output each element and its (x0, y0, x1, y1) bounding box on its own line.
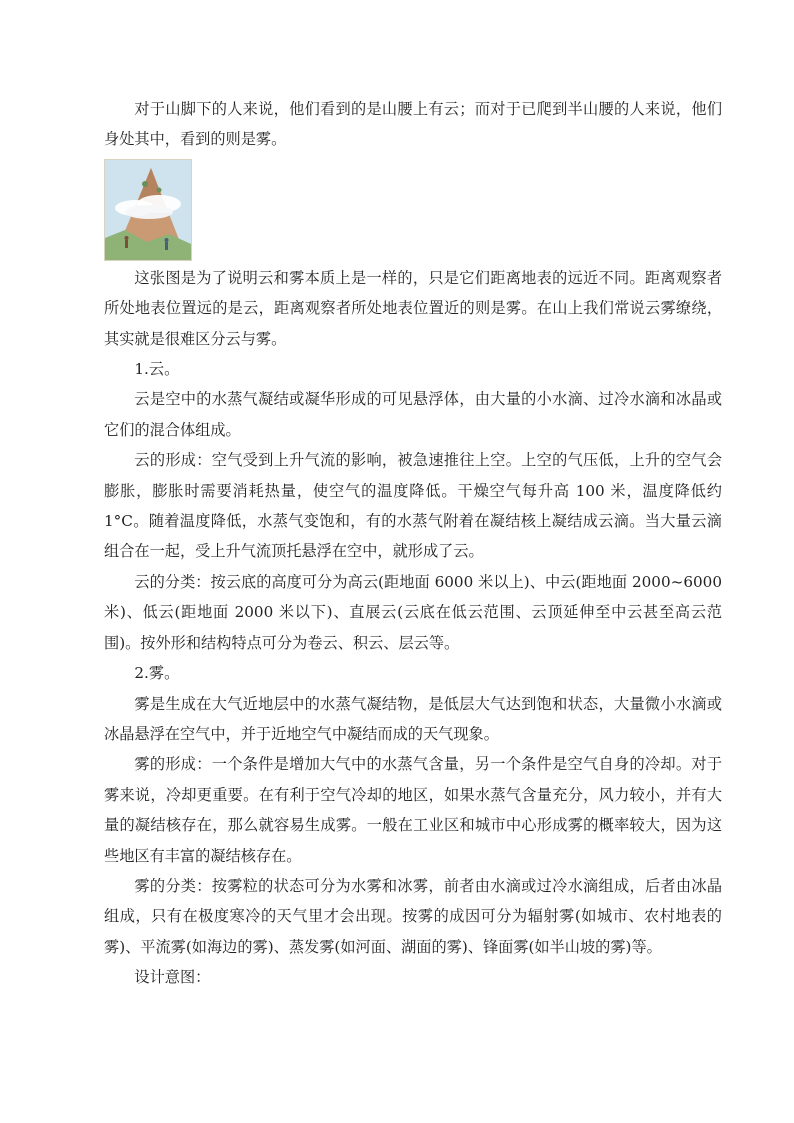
paragraph-fog-definition: 雾是生成在大气近地层中的水蒸气凝结物，是低层大气达到饱和状态，大量微小水滴或冰晶悬浮在空气中，并于近地空气中凝结而成的天气现象。 (104, 694, 722, 743)
paragraph-illustration-explanation: 这张图是为了说明云和雾本质上是一样的，只是它们距离地表的远近不同。距离观察者所处地表位置远的是云，距离观察者所处地表位置近的则是雾。在山上我们常说云雾缭绕，其实就是很难区分云与雾。 (104, 268, 722, 348)
paragraph-cloud-formation: 云的形成：空气受到上升气流的影响，被急速推往上空。上空的气压低，上升的空气会膨胀，膨胀时需要消耗热量，使空气的温度降低。干燥空气每升高 100 米，温度降低约 1°C。随着温度降低，水蒸气变饱和，有的水蒸气附着在凝结核上凝结成云滴。当大量云滴组合在一起，受上升气流顶托悬浮在空中，就形成了云。 (104, 451, 722, 561)
paragraph-design-intent: 设计意图： (134, 968, 211, 987)
heading-fog: 2.雾。 (134, 664, 180, 683)
paragraph-cloud-definition: 云是空中的水蒸气凝结或凝华形成的可见悬浮体，由大量的小水滴、过冷水滴和冰晶或它们的混合体组成。 (104, 390, 722, 439)
document-page (104, 94, 722, 993)
paragraph-mountain-perspective: 对于山脚下的人来说，他们看到的是山腰上有云；而对于已爬到半山腰的人来说，他们身处其中，看到的则是雾。 (104, 100, 722, 149)
mountain-cloud-illustration-icon (104, 159, 192, 261)
heading-cloud: 1.云。 (134, 360, 180, 379)
paragraph-fog-formation: 雾的形成：一个条件是增加大气中的水蒸气含量，另一个条件是空气自身的冷却。对于雾来说，冷却更重要。在有利于空气冷却的地区，如果水蒸气含量充分，风力较小，并有大量的凝结核存在，那么就容易生成雾。一般在工业区和城市中心形成雾的概率较大，因为这些地区有丰富的凝结核存在。 (104, 755, 722, 865)
paragraph-cloud-classification: 云的分类：按云底的高度可分为高云(距地面 6000 米以上)、中云(距地面 2000~6000 米)、低云(距地面 2000 米以下)、直展云(云底在低云范围、云顶延伸至中云甚至高云范围)。按外形和结构特点可分为卷云、积云、层云等。 (104, 572, 722, 652)
paragraph-fog-classification: 雾的分类：按雾粒的状态可分为水雾和冰雾，前者由水滴或过冷水滴组成，后者由冰晶组成，只有在极度寒冷的天气里才会出现。按雾的成因可分为辐射雾(如城市、农村地表的雾)、平流雾(如海边的雾)、蒸发雾(如河面、湖面的雾)、锋面雾(如半山坡的雾)等。 (104, 876, 722, 956)
